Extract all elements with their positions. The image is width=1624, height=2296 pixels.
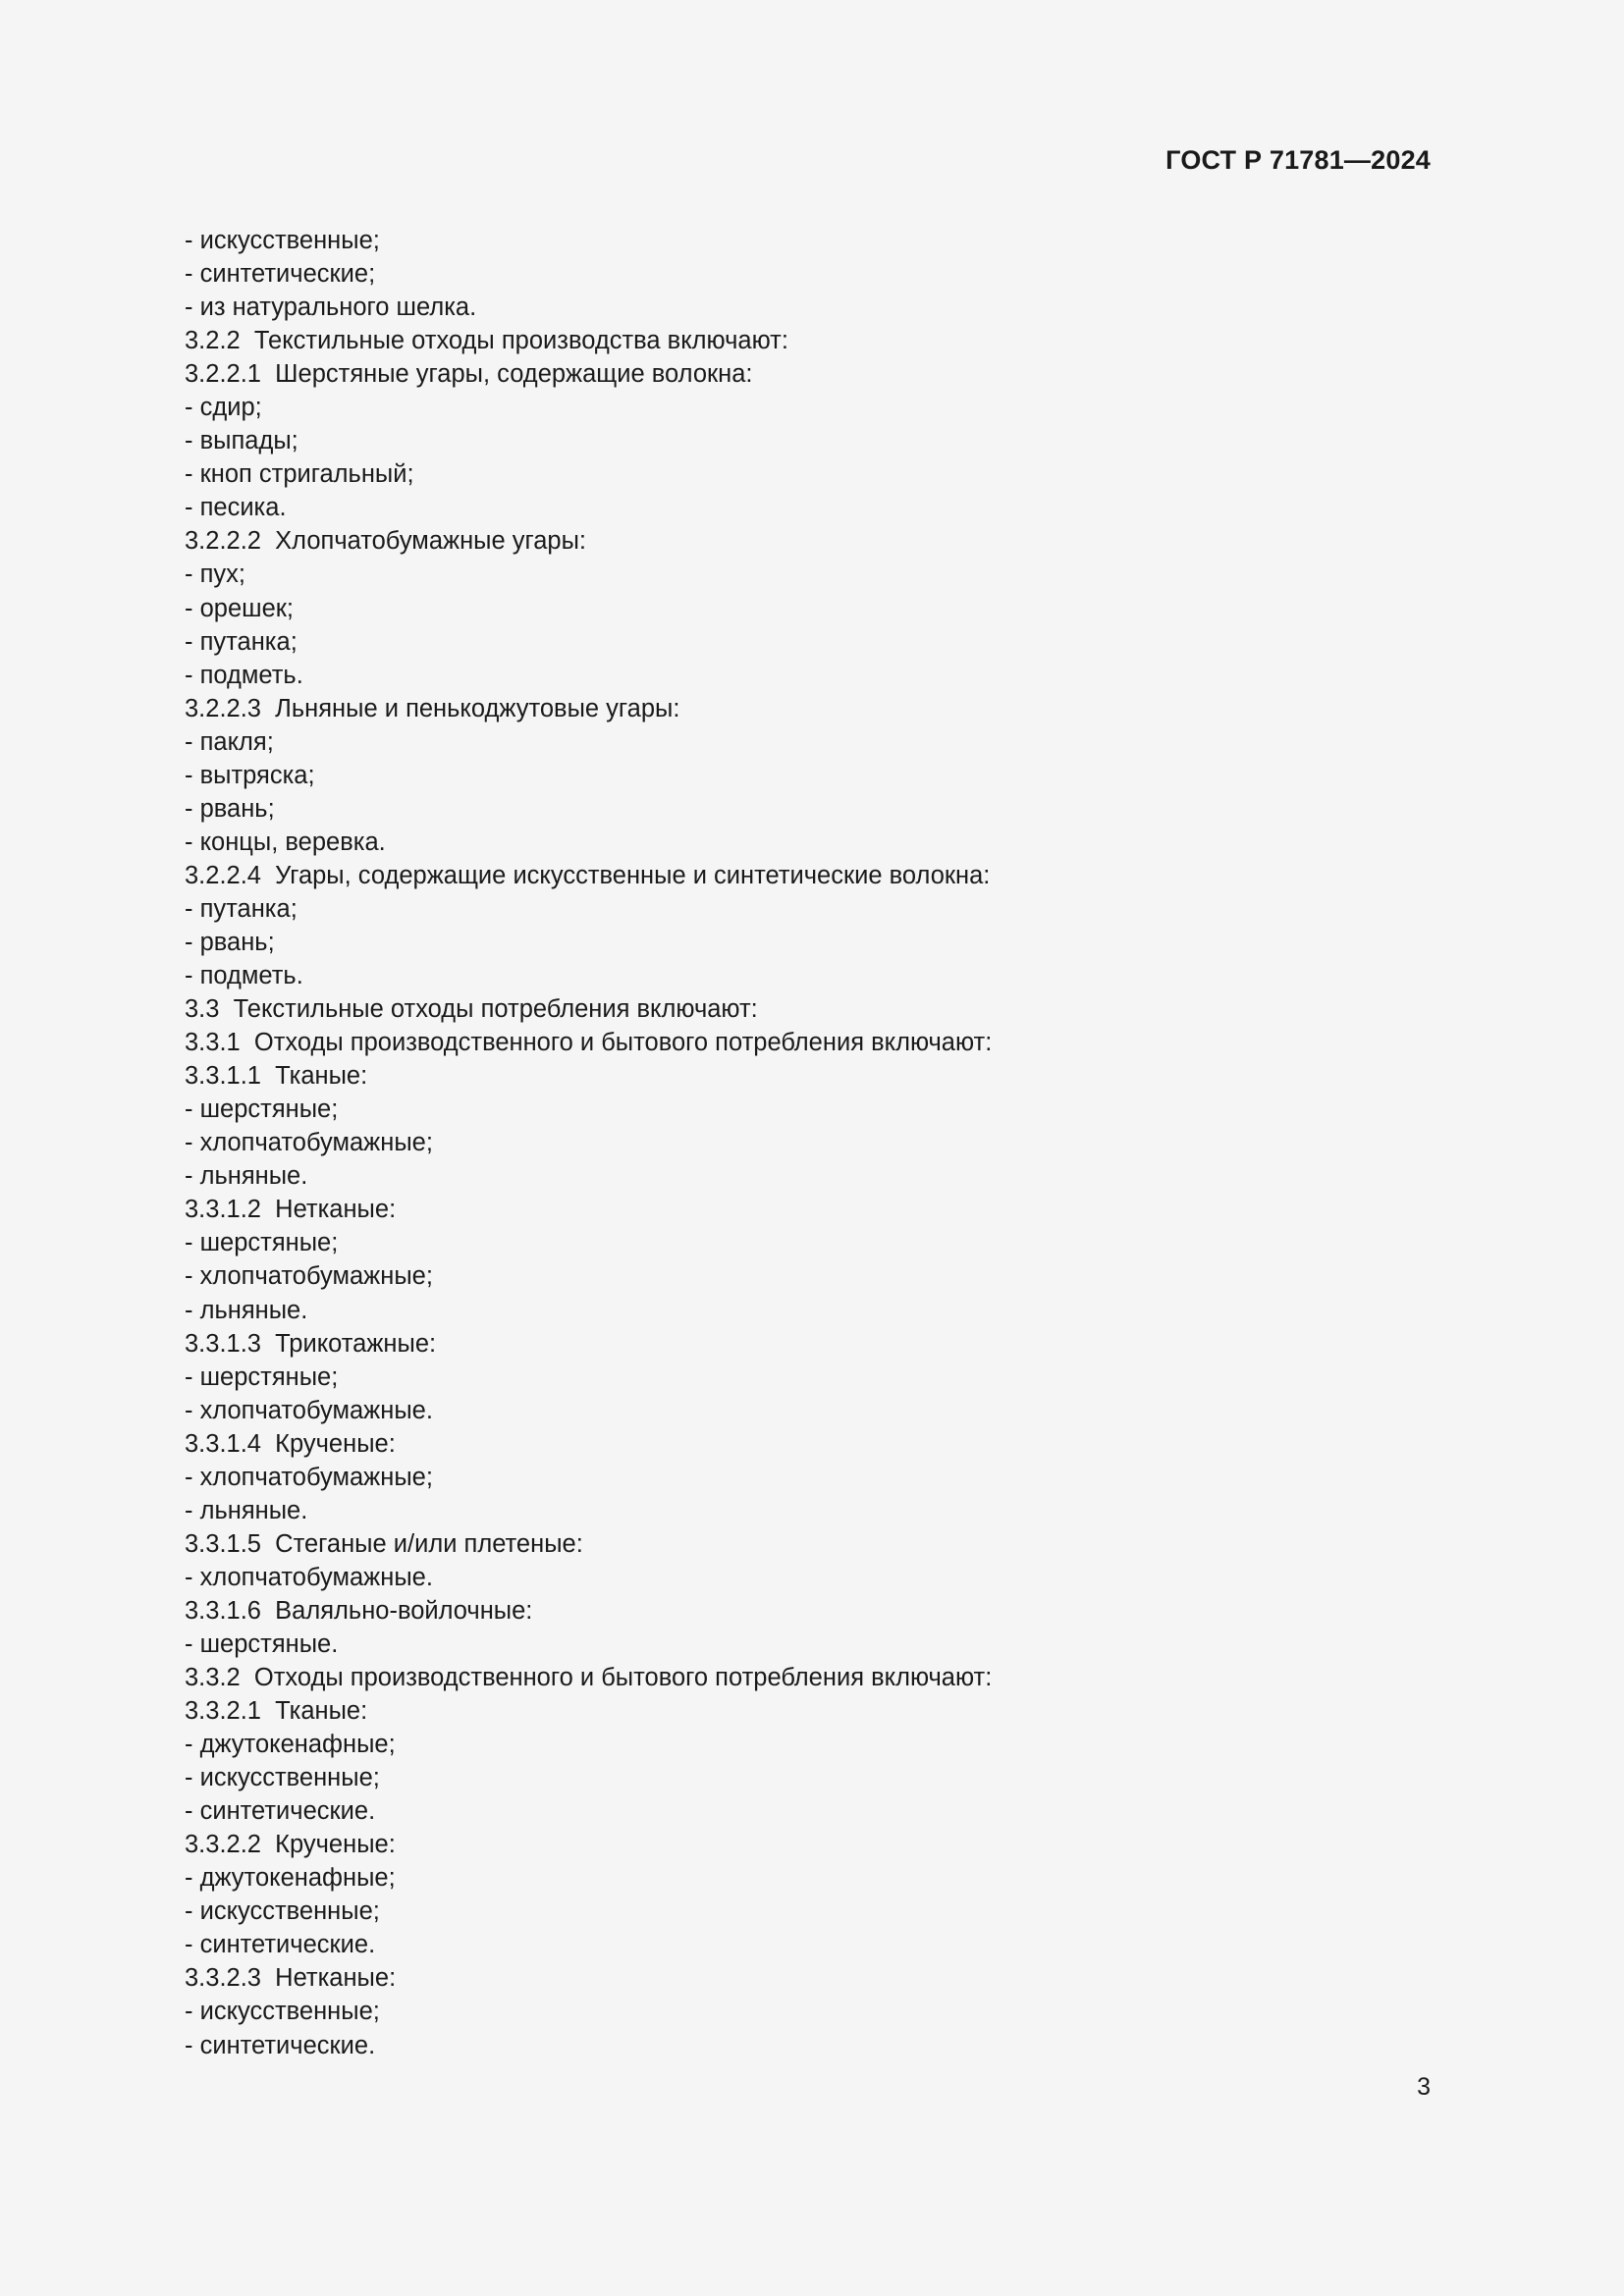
list-item: - льняные.: [185, 1496, 308, 1524]
list-item: - искусственные;: [185, 1998, 380, 2026]
section-heading: 3.2.2.3 Льняные и пенькоджутовые угары:: [185, 694, 680, 722]
section-heading: 3.2.2.1 Шерстяные угары, содержащие волокна:: [185, 360, 753, 389]
list-item: - песика.: [185, 494, 287, 522]
list-item: - орешек;: [185, 594, 295, 622]
list-item: - джутокенафные;: [185, 1864, 396, 1893]
list-item: - джутокенафные;: [185, 1731, 396, 1759]
list-item: - рвань;: [185, 794, 275, 823]
section-heading: 3.2.2.4 Угары, содержащие искусственные и синтетические волокна:: [185, 861, 991, 889]
list-item: - синтетические.: [185, 1931, 376, 1959]
list-item: - пакля;: [185, 727, 274, 756]
section-heading: 3.3.1.1 Тканые:: [185, 1062, 368, 1091]
list-item: - рвань;: [185, 928, 275, 956]
list-item: - искусственные;: [185, 227, 380, 254]
section-heading: 3.3.1 Отходы производственного и бытового потребления включают:: [185, 1029, 993, 1057]
list-item: - хлопчатобумажные;: [185, 1463, 433, 1491]
list-item: - сдир;: [185, 394, 262, 422]
list-item: - шерстяные.: [185, 1629, 339, 1658]
list-item: - льняные.: [185, 1162, 308, 1191]
section-heading: 3.3 Текстильные отходы потребления включают:: [185, 995, 758, 1024]
list-item: - хлопчатобумажные;: [185, 1129, 433, 1157]
section-heading: 3.2.2.2 Хлопчатобумажные угары:: [185, 527, 587, 556]
list-item: - выпады;: [185, 427, 298, 455]
section-heading: 3.3.2.2 Крученые:: [185, 1831, 396, 1859]
list-item: - концы, веревка.: [185, 828, 386, 856]
list-item: - искусственные;: [185, 1764, 380, 1792]
list-item: - искусственные;: [185, 1897, 380, 1926]
list-item: - синтетические.: [185, 2031, 376, 2059]
list-item: - подметь.: [185, 661, 303, 689]
list-item: - шерстяные;: [185, 1362, 339, 1391]
list-item: - подметь.: [185, 962, 303, 990]
list-item: - пух;: [185, 561, 245, 589]
list-item: - льняные.: [185, 1296, 308, 1324]
list-item: - хлопчатобумажные.: [185, 1396, 433, 1424]
section-heading: 3.3.2 Отходы производственного и бытового потребления включают:: [185, 1664, 993, 1692]
section-heading: 3.3.2.3 Нетканые:: [185, 1964, 397, 1993]
document-body: [185, 224, 1461, 2062]
section-heading: 3.3.1.3 Трикотажные:: [185, 1329, 437, 1358]
list-item: - синтетические;: [185, 260, 376, 289]
list-item: - хлопчатобумажные;: [185, 1262, 433, 1291]
list-item: - из натурального шелка.: [185, 294, 477, 322]
section-heading: 3.3.1.6 Валяльно-войлочные:: [185, 1596, 533, 1625]
list-item: - шерстяные;: [185, 1229, 339, 1257]
section-heading: 3.3.1.5 Стеганые и/или плетеные:: [185, 1529, 583, 1558]
list-item: - шерстяные;: [185, 1095, 339, 1124]
list-item: - путанка;: [185, 627, 298, 656]
section-heading: 3.3.2.1 Тканые:: [185, 1697, 368, 1726]
list-item: - вытряска;: [185, 761, 315, 789]
section-heading: 3.3.1.2 Нетканые:: [185, 1196, 397, 1224]
list-item: - кноп стригальный;: [185, 460, 414, 489]
document-code: ГОСТ Р 71781—2024: [1165, 145, 1431, 175]
list-item: - путанка;: [185, 894, 298, 923]
list-item: - хлопчатобумажные.: [185, 1563, 433, 1591]
list-item: - синтетические.: [185, 1797, 376, 1826]
page-number: 3: [1417, 2073, 1431, 2101]
section-heading: 3.3.1.4 Крученые:: [185, 1429, 396, 1458]
section-heading: 3.2.2 Текстильные отходы производства включают:: [185, 327, 788, 355]
